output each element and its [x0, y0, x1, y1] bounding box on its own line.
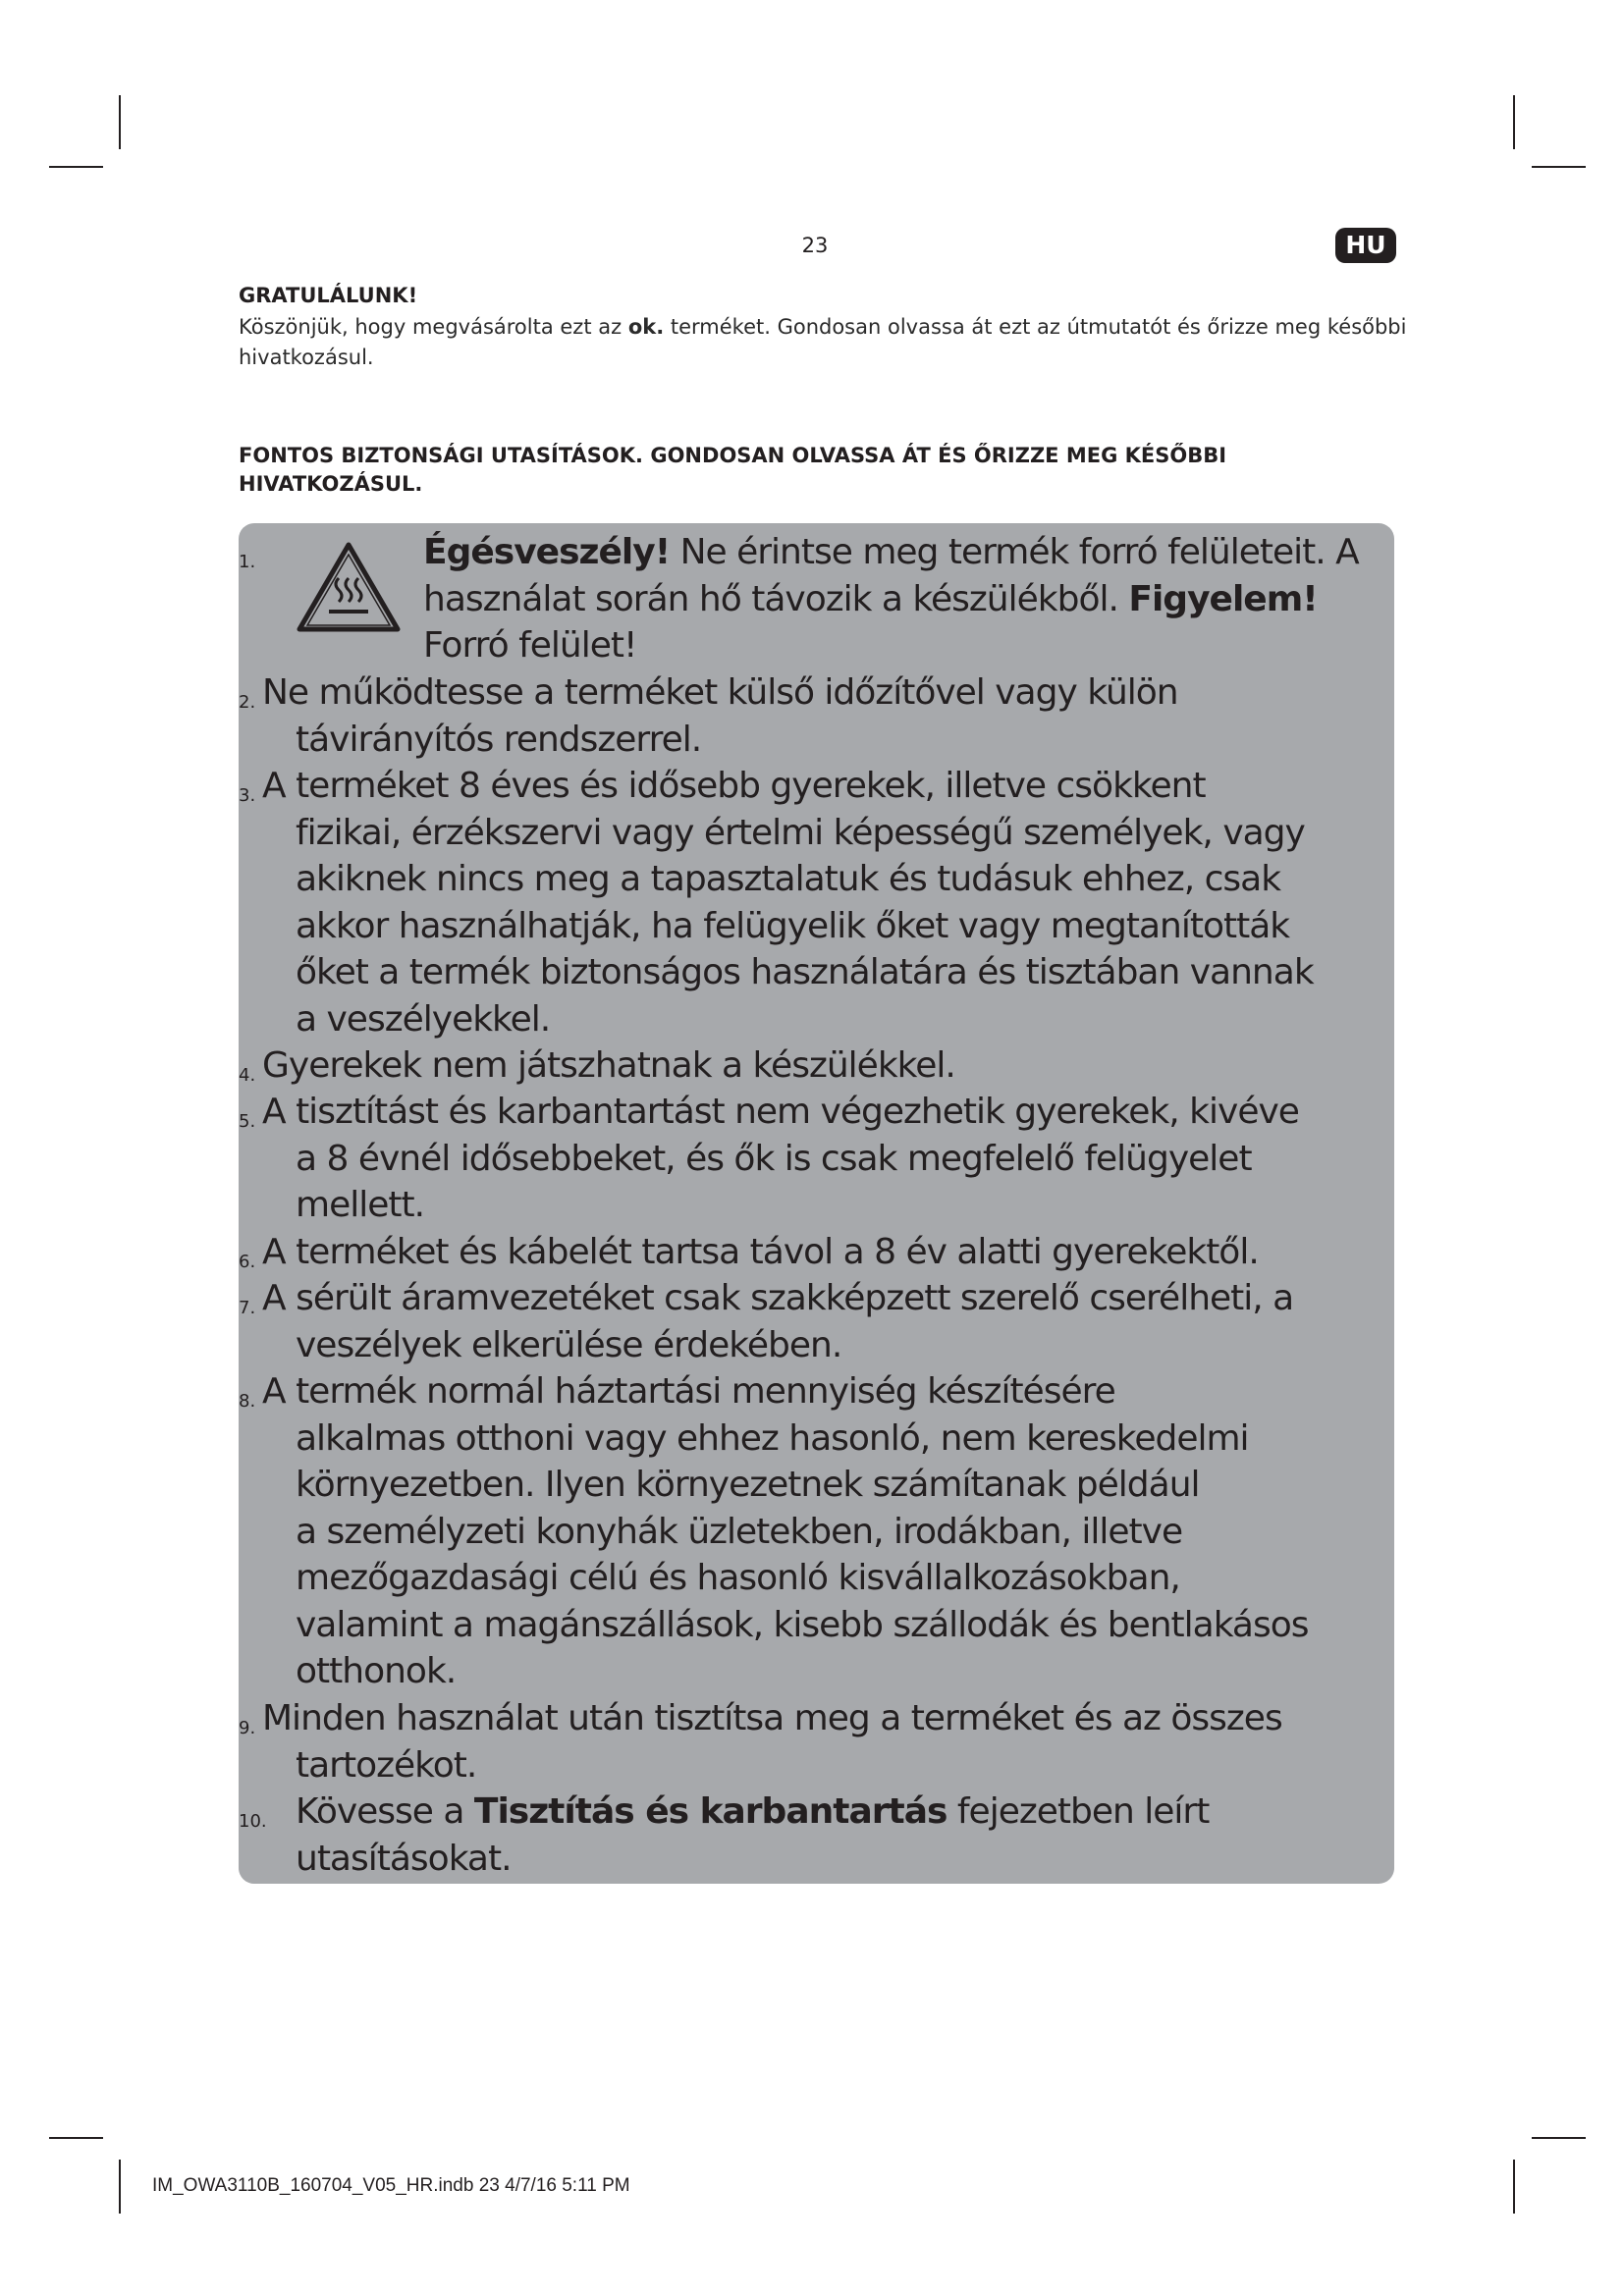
intro-title: GRATULÁLUNK! — [239, 284, 418, 307]
print-timestamp: 4/7/16 5:11 PM — [505, 2175, 630, 2196]
item-line: fizikai, érzékszervi vagy értelmi képességű személyek, vagy — [296, 812, 1305, 853]
item-line: Kövesse a Tisztítás és karbantartás fejezetben leírt — [296, 1791, 1210, 1832]
item-number: 6. — [239, 1252, 256, 1272]
crop-mark — [119, 95, 121, 149]
crop-mark — [49, 2137, 103, 2139]
item-number: 5. — [239, 1111, 256, 1132]
item-number: 3. — [239, 785, 256, 806]
item-line: használat során hő távozik a készülékből. Figyelem! — [423, 578, 1318, 619]
item-line: A terméket és kábelét tartsa távol a 8 év alatti gyerekektől. — [262, 1232, 1259, 1272]
item-line: tartozékot. — [296, 1744, 477, 1786]
item-line: utasításokat. — [296, 1838, 512, 1879]
crop-mark — [119, 2160, 121, 2214]
item-line: a 8 évnél idősebbeket, és ők is csak megfelelő felügyelet — [296, 1138, 1252, 1179]
item-line: akkor használhatják, ha felügyelik őket vagy megtanították — [296, 905, 1290, 946]
item-number: 1. — [239, 552, 256, 572]
item-line: mellett. — [296, 1185, 425, 1225]
crop-mark — [1513, 2160, 1515, 2214]
safety-heading: FONTOS BIZTONSÁGI UTASÍTÁSOK. GONDOSAN OLVASSA ÁT ÉS ŐRIZZE MEG KÉSŐBBI HIVATKOZÁSUL. — [239, 444, 1227, 496]
item-line: mezőgazdasági célú és hasonló kisvállalkozásokban, — [296, 1558, 1180, 1598]
safety-instructions-box — [239, 523, 1394, 1884]
print-footer — [152, 2175, 630, 2197]
crop-mark — [1532, 166, 1586, 168]
item-line: őket a termék biztonságos használatára és tisztában vannak — [296, 952, 1314, 992]
intro-text-start: Köszönjük, hogy megvásárolta ezt az — [239, 315, 628, 339]
item-number: 2. — [239, 692, 256, 713]
item-number: 4. — [239, 1065, 256, 1086]
cleaning-chapter-reference: Tisztítás és karbantartás — [473, 1791, 947, 1832]
item-line: A termék normál háztartási mennyiség készítésére — [262, 1371, 1115, 1412]
item-line: Gyerekek nem játszhatnak a készülékkel. — [262, 1045, 955, 1086]
file-info: IM_OWA3110B_160704_V05_HR.indb 23 — [152, 2175, 500, 2196]
item-number: 7. — [239, 1298, 256, 1318]
crop-mark — [1513, 95, 1515, 149]
item-line: alkalmas otthoni vagy ehhez hasonló, nem kereskedelmi — [296, 1417, 1249, 1459]
item-line: Forró felület! — [423, 625, 637, 666]
burn-hazard-label: Égésveszély! — [423, 532, 671, 572]
item-line: akiknek nincs meg a tapasztalatuk és tudásuk ehhez, csak — [296, 859, 1281, 899]
item-line: A tisztítást és karbantartást nem végezhetik gyerekek, kivéve — [262, 1092, 1299, 1132]
crop-mark — [1532, 2137, 1586, 2139]
item-line: távirányítós rendszerrel. — [296, 719, 702, 760]
brand-name: ok. — [627, 315, 665, 339]
item-line: a veszélyekkel. — [296, 998, 551, 1040]
hot-surface-warning-icon — [294, 539, 404, 637]
page-number: 23 — [801, 234, 829, 257]
intro-text — [239, 312, 1407, 373]
intro-text-end: terméket. Gondosan olvassa át ezt az útmutatót és őrizze meg későbbi hivatkozásul. — [239, 315, 1407, 369]
item-number: 9. — [239, 1718, 256, 1738]
item-line: környezetben. Ilyen környezetnek számítanak például — [296, 1465, 1200, 1505]
item-line: veszélyek elkerülése érdekében. — [296, 1324, 842, 1365]
attention-label: Figyelem! — [1128, 578, 1318, 619]
crop-mark — [49, 166, 103, 168]
item-line: Ne működtesse a terméket külső időzítővel vagy külön — [262, 672, 1178, 713]
item-number: 8. — [239, 1391, 256, 1412]
item-line: Minden használat után tisztítsa meg a terméket és az összes — [262, 1698, 1282, 1738]
item-line: valamint a magánszállások, kisebb szállodák és bentlakásos — [296, 1604, 1309, 1645]
item-line: A terméket 8 éves és idősebb gyerekek, illetve csökkent — [262, 766, 1206, 806]
language-badge: HU — [1335, 228, 1396, 263]
item-line: otthonok. — [296, 1651, 457, 1691]
item-number: 10. — [239, 1811, 267, 1832]
item-line: Égésveszély! Ne érintse meg termék forró felületeit. A — [423, 532, 1359, 572]
item-line: a személyzeti konyhák üzletekben, irodákban, illetve — [296, 1511, 1183, 1552]
item-line: A sérült áramvezetéket csak szakképzett szerelő cserélheti, a — [262, 1278, 1294, 1318]
